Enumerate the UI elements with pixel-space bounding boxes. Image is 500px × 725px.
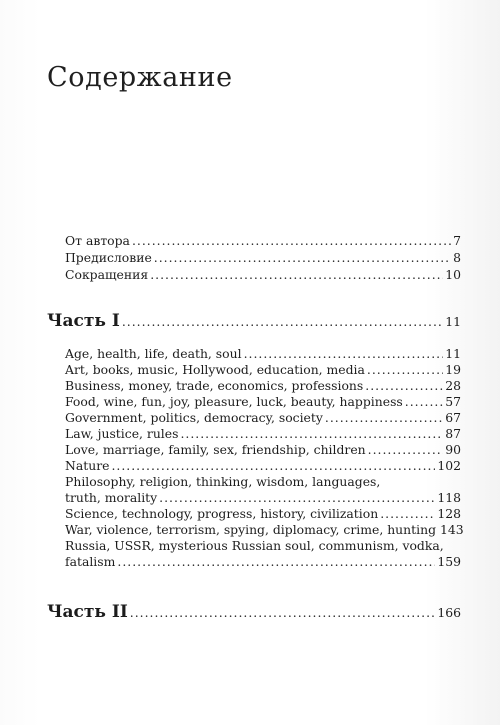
leader-dots bbox=[132, 233, 451, 249]
toc-entry-page: 11 bbox=[445, 346, 461, 361]
toc-part-1 bbox=[47, 311, 461, 332]
page-title: Содержание bbox=[47, 62, 233, 94]
part-page: 166 bbox=[437, 605, 461, 620]
toc-part-2 bbox=[47, 602, 461, 623]
part-label: Часть II bbox=[47, 602, 128, 622]
toc-entry-page: 7 bbox=[453, 233, 461, 248]
leader-dots bbox=[367, 362, 443, 378]
toc-entry bbox=[65, 394, 461, 410]
toc-entry-page: 159 bbox=[437, 554, 461, 569]
leader-dots bbox=[180, 426, 443, 442]
toc-entry bbox=[65, 426, 461, 442]
toc-entry-page: 102 bbox=[437, 458, 461, 473]
leader-dots bbox=[365, 378, 443, 394]
leader-dots bbox=[405, 394, 443, 410]
toc-entry-page: 118 bbox=[437, 490, 461, 505]
toc-entry-label: Age, health, life, death, soul bbox=[65, 346, 242, 361]
leader-dots bbox=[325, 410, 443, 426]
toc-entry-page: 90 bbox=[445, 442, 461, 457]
toc-entry-label: truth, morality bbox=[65, 490, 158, 505]
toc-entry-page: 19 bbox=[445, 362, 461, 377]
toc-entry-label: Business, money, trade, economics, professions bbox=[65, 378, 364, 393]
toc-entry-page: 143 bbox=[440, 522, 464, 537]
toc-entry-label: Сокращения bbox=[65, 267, 149, 282]
toc-entry bbox=[65, 522, 464, 538]
leader-dots bbox=[244, 346, 444, 362]
toc-entry bbox=[65, 554, 461, 570]
leader-dots bbox=[380, 506, 435, 522]
toc-entry-first-line: Philosophy, religion, thinking, wisdom, languages, bbox=[65, 474, 381, 489]
toc-entry bbox=[65, 410, 461, 426]
toc-entry-label: fatalism bbox=[65, 554, 116, 569]
leader-dots bbox=[154, 250, 451, 266]
toc-entry-label: Science, technology, progress, history, civilization bbox=[65, 506, 379, 521]
toc-entry-label: Love, marriage, family, sex, friendship, children bbox=[65, 442, 366, 457]
toc-entry-preface bbox=[65, 250, 461, 266]
leader-dots bbox=[130, 603, 436, 623]
toc-entry-page: 87 bbox=[445, 426, 461, 441]
toc-entry-page: 10 bbox=[445, 267, 461, 282]
toc-entry-label: Government, politics, democracy, society bbox=[65, 410, 323, 425]
toc-entry bbox=[65, 346, 461, 362]
toc-entry bbox=[65, 442, 461, 458]
toc-entry-page: 128 bbox=[437, 506, 461, 521]
leader-dots bbox=[122, 312, 443, 332]
toc-entry-label: Art, books, music, Hollywood, education, media bbox=[65, 362, 365, 377]
toc-entry-page: 8 bbox=[453, 250, 461, 265]
toc-entry bbox=[65, 506, 461, 522]
toc-entry-from-author bbox=[65, 233, 461, 249]
toc-entry-first-line: Russia, USSR, mysterious Russian soul, communism, vodka, bbox=[65, 538, 444, 553]
toc-entry-label: Nature bbox=[65, 458, 110, 473]
toc-entry bbox=[65, 362, 461, 378]
leader-dots bbox=[117, 554, 435, 570]
toc-entry-label: Food, wine, fun, joy, pleasure, luck, beauty, happiness bbox=[65, 394, 403, 409]
toc-entry-abbreviations bbox=[65, 267, 461, 283]
leader-dots bbox=[368, 442, 444, 458]
toc-entry-page: 57 bbox=[445, 394, 461, 409]
toc-entry bbox=[65, 458, 461, 474]
toc-entry-label: От автора bbox=[65, 233, 130, 248]
toc-entry-page: 28 bbox=[445, 378, 461, 393]
leader-dots bbox=[150, 267, 443, 283]
toc-entry-label: Предисловие bbox=[65, 250, 152, 265]
part-label: Часть I bbox=[47, 311, 120, 331]
toc-entry-label: Law, justice, rules bbox=[65, 426, 179, 441]
leader-dots bbox=[111, 458, 435, 474]
toc-entry-page: 67 bbox=[445, 410, 461, 425]
leader-dots bbox=[159, 490, 435, 506]
part-page: 11 bbox=[445, 314, 461, 329]
toc-entry-label: War, violence, terrorism, spying, diplomacy, crime, hunting bbox=[65, 522, 436, 537]
toc-entry bbox=[65, 490, 461, 506]
toc-entry bbox=[65, 378, 461, 394]
